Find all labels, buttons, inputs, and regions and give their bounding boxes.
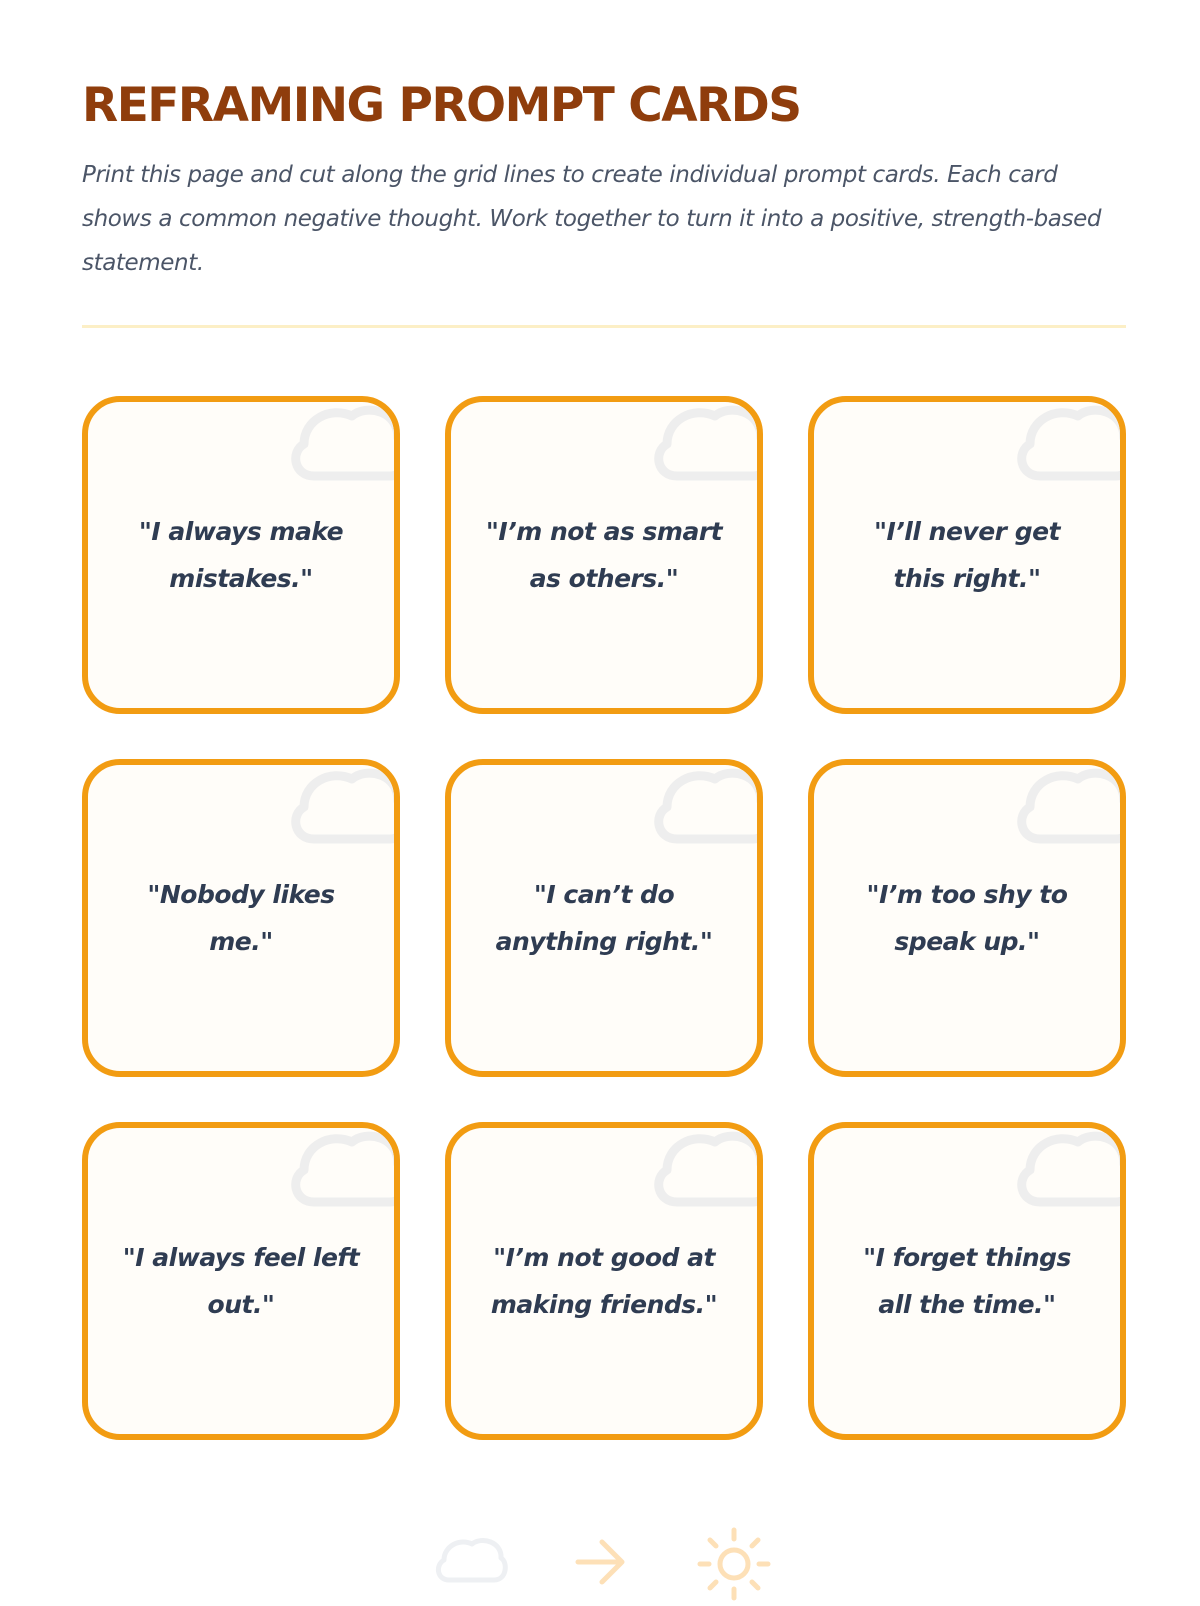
intro-text: Print this page and cut along the grid lines to create individual prompt cards. Each card shows a common negative thought. Work together to turn it into a positive, strength-based statement. <box>82 162 1102 276</box>
divider <box>82 325 1126 328</box>
cloud-icon <box>290 1126 400 1218</box>
card-text: "I forget things all the time." <box>863 1243 1071 1319</box>
cloud-icon <box>432 1534 508 1588</box>
card-text: "I’m not as smart as others." <box>485 517 723 593</box>
footer-icons <box>0 1526 1200 1606</box>
prompt-card[interactable] <box>445 396 763 714</box>
card-grid <box>82 396 1126 1440</box>
prompt-card[interactable] <box>82 759 400 1077</box>
cloud-icon <box>290 400 400 492</box>
card-text: "Nobody likes me." <box>147 880 335 956</box>
card-text: "I’ll never get this right." <box>873 517 1060 593</box>
prompt-card[interactable] <box>82 1122 400 1440</box>
prompt-card[interactable] <box>808 759 1126 1077</box>
card-text: "I always feel left out." <box>122 1243 360 1319</box>
cloud-icon <box>653 763 763 855</box>
cloud-icon <box>1016 763 1126 855</box>
card-text: "I’m not good at making friends." <box>490 1243 718 1319</box>
cloud-icon <box>1016 1126 1126 1218</box>
prompt-card[interactable] <box>445 759 763 1077</box>
cloud-icon <box>290 763 400 855</box>
sun-icon <box>696 1526 772 1602</box>
cloud-icon <box>653 400 763 492</box>
cloud-icon <box>1016 400 1126 492</box>
card-text: "I can’t do anything right." <box>495 880 713 956</box>
card-text: "I always make mistakes." <box>138 517 344 593</box>
prompt-card[interactable] <box>82 396 400 714</box>
arrow-right-icon <box>572 1532 632 1592</box>
prompt-card[interactable] <box>808 1122 1126 1440</box>
card-text: "I’m too shy to speak up." <box>866 880 1068 956</box>
cloud-icon <box>653 1126 763 1218</box>
prompt-card[interactable] <box>808 396 1126 714</box>
page-title: REFRAMING PROMPT CARDS <box>82 78 801 133</box>
prompt-card[interactable] <box>445 1122 763 1440</box>
